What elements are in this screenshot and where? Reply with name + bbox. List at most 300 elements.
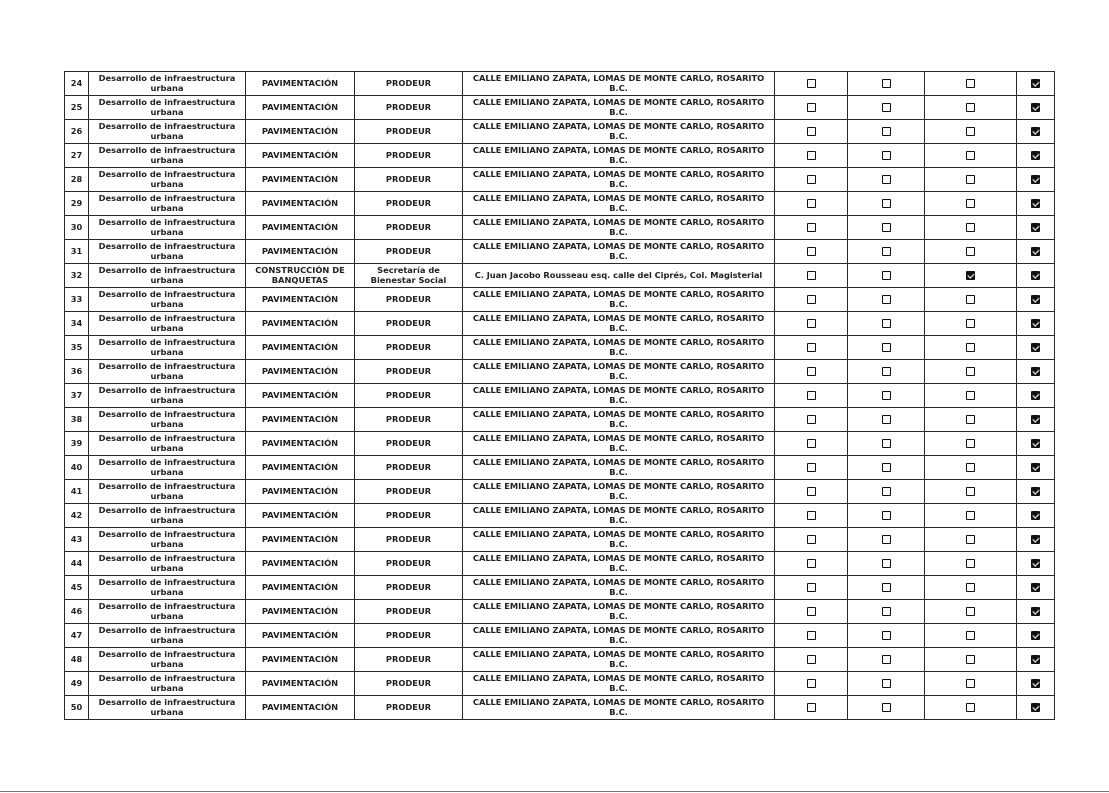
checkbox-cell-4 (1017, 528, 1055, 552)
unchecked-checkbox-icon[interactable] (882, 223, 891, 232)
location-cell: CALLE EMILIANO ZAPATA, LOMAS DE MONTE CARLO, ROSARITO B.C. (463, 168, 775, 192)
unchecked-checkbox-icon[interactable] (882, 367, 891, 376)
unchecked-checkbox-icon[interactable] (807, 535, 816, 544)
agency-cell: Secretaría de Bienestar Social (355, 264, 463, 288)
checked-checkbox-icon[interactable] (1031, 103, 1040, 112)
checkbox-cell-2 (848, 168, 925, 192)
unchecked-checkbox-icon[interactable] (807, 583, 816, 592)
table-row (65, 240, 1055, 264)
work-type-cell: PAVIMENTACIÓN (246, 384, 355, 408)
checked-checkbox-icon[interactable] (1031, 343, 1040, 352)
table-row (65, 264, 1055, 288)
unchecked-checkbox-icon[interactable] (807, 391, 816, 400)
unchecked-checkbox-icon[interactable] (966, 391, 975, 400)
unchecked-checkbox-icon[interactable] (966, 463, 975, 472)
unchecked-checkbox-icon[interactable] (807, 463, 816, 472)
unchecked-checkbox-icon[interactable] (966, 535, 975, 544)
table-row (65, 696, 1055, 720)
unchecked-checkbox-icon[interactable] (966, 223, 975, 232)
agency-cell: PRODEUR (355, 360, 463, 384)
location-cell: C. Juan Jacobo Rousseau esq. calle del Ciprés, Col. Magisterial (463, 264, 775, 288)
row-number: 27 (65, 144, 89, 168)
unchecked-checkbox-icon[interactable] (807, 271, 816, 280)
table-row (65, 504, 1055, 528)
table-row (65, 96, 1055, 120)
checkbox-cell-2 (848, 432, 925, 456)
table-row (65, 144, 1055, 168)
row-number: 49 (65, 672, 89, 696)
checkbox-cell-1 (775, 168, 848, 192)
checkbox-cell-2 (848, 696, 925, 720)
checkbox-cell-2 (848, 144, 925, 168)
checkbox-cell-1 (775, 240, 848, 264)
unchecked-checkbox-icon[interactable] (882, 439, 891, 448)
checked-checkbox-icon[interactable] (1031, 679, 1040, 688)
unchecked-checkbox-icon[interactable] (882, 679, 891, 688)
location-cell: CALLE EMILIANO ZAPATA, LOMAS DE MONTE CARLO, ROSARITO B.C. (463, 240, 775, 264)
checkbox-cell-4 (1017, 360, 1055, 384)
table-row (65, 648, 1055, 672)
checked-checkbox-icon[interactable] (1031, 151, 1040, 160)
unchecked-checkbox-icon[interactable] (807, 679, 816, 688)
unchecked-checkbox-icon[interactable] (882, 511, 891, 520)
checkbox-cell-3 (925, 192, 1017, 216)
category-cell: Desarrollo de infraestructura urbana (89, 144, 246, 168)
unchecked-checkbox-icon[interactable] (966, 175, 975, 184)
work-type-cell: PAVIMENTACIÓN (246, 624, 355, 648)
row-number: 36 (65, 360, 89, 384)
category-cell: Desarrollo de infraestructura urbana (89, 648, 246, 672)
row-number: 48 (65, 648, 89, 672)
unchecked-checkbox-icon[interactable] (882, 607, 891, 616)
unchecked-checkbox-icon[interactable] (882, 703, 891, 712)
unchecked-checkbox-icon[interactable] (807, 247, 816, 256)
work-type-cell: PAVIMENTACIÓN (246, 576, 355, 600)
checked-checkbox-icon[interactable] (1031, 439, 1040, 448)
checkbox-cell-4 (1017, 120, 1055, 144)
checked-checkbox-icon[interactable] (1031, 631, 1040, 640)
work-type-cell: PAVIMENTACIÓN (246, 72, 355, 96)
location-cell: CALLE EMILIANO ZAPATA, LOMAS DE MONTE CARLO, ROSARITO B.C. (463, 552, 775, 576)
category-cell: Desarrollo de infraestructura urbana (89, 72, 246, 96)
agency-cell: PRODEUR (355, 672, 463, 696)
checked-checkbox-icon[interactable] (1031, 199, 1040, 208)
unchecked-checkbox-icon[interactable] (966, 655, 975, 664)
row-number: 37 (65, 384, 89, 408)
agency-cell: PRODEUR (355, 456, 463, 480)
unchecked-checkbox-icon[interactable] (966, 295, 975, 304)
work-type-cell: PAVIMENTACIÓN (246, 480, 355, 504)
checked-checkbox-icon[interactable] (1031, 367, 1040, 376)
category-cell: Desarrollo de infraestructura urbana (89, 696, 246, 720)
row-number: 28 (65, 168, 89, 192)
location-cell: CALLE EMILIANO ZAPATA, LOMAS DE MONTE CARLO, ROSARITO B.C. (463, 72, 775, 96)
row-number: 34 (65, 312, 89, 336)
table-body (65, 72, 1055, 720)
unchecked-checkbox-icon[interactable] (882, 463, 891, 472)
checkbox-cell-1 (775, 600, 848, 624)
checkbox-cell-3 (925, 696, 1017, 720)
agency-cell: PRODEUR (355, 144, 463, 168)
agency-cell: PRODEUR (355, 432, 463, 456)
checkbox-cell-2 (848, 528, 925, 552)
checkbox-cell-4 (1017, 624, 1055, 648)
row-number: 40 (65, 456, 89, 480)
unchecked-checkbox-icon[interactable] (807, 655, 816, 664)
row-number: 42 (65, 504, 89, 528)
checkbox-cell-4 (1017, 288, 1055, 312)
checked-checkbox-icon[interactable] (1031, 247, 1040, 256)
unchecked-checkbox-icon[interactable] (966, 367, 975, 376)
unchecked-checkbox-icon[interactable] (882, 247, 891, 256)
agency-cell: PRODEUR (355, 528, 463, 552)
agency-cell: PRODEUR (355, 96, 463, 120)
unchecked-checkbox-icon[interactable] (966, 583, 975, 592)
table-row (65, 288, 1055, 312)
checkbox-cell-3 (925, 408, 1017, 432)
unchecked-checkbox-icon[interactable] (966, 151, 975, 160)
work-type-cell: CONSTRUCCIÓN DE BANQUETAS (246, 264, 355, 288)
category-cell: Desarrollo de infraestructura urbana (89, 408, 246, 432)
work-type-cell: PAVIMENTACIÓN (246, 336, 355, 360)
unchecked-checkbox-icon[interactable] (966, 487, 975, 496)
work-type-cell: PAVIMENTACIÓN (246, 648, 355, 672)
category-cell: Desarrollo de infraestructura urbana (89, 96, 246, 120)
projects-table (64, 71, 1055, 720)
checkbox-cell-3 (925, 168, 1017, 192)
page-bottom-rule (0, 791, 1109, 792)
location-cell: CALLE EMILIANO ZAPATA, LOMAS DE MONTE CARLO, ROSARITO B.C. (463, 432, 775, 456)
unchecked-checkbox-icon[interactable] (807, 367, 816, 376)
table-row (65, 120, 1055, 144)
checkbox-cell-4 (1017, 168, 1055, 192)
location-cell: CALLE EMILIANO ZAPATA, LOMAS DE MONTE CARLO, ROSARITO B.C. (463, 288, 775, 312)
checkbox-cell-3 (925, 72, 1017, 96)
unchecked-checkbox-icon[interactable] (882, 319, 891, 328)
unchecked-checkbox-icon[interactable] (882, 271, 891, 280)
work-type-cell: PAVIMENTACIÓN (246, 456, 355, 480)
unchecked-checkbox-icon[interactable] (882, 487, 891, 496)
location-cell: CALLE EMILIANO ZAPATA, LOMAS DE MONTE CARLO, ROSARITO B.C. (463, 528, 775, 552)
work-type-cell: PAVIMENTACIÓN (246, 216, 355, 240)
unchecked-checkbox-icon[interactable] (966, 679, 975, 688)
table-row (65, 72, 1055, 96)
checkbox-cell-1 (775, 552, 848, 576)
table-row (65, 192, 1055, 216)
location-cell: CALLE EMILIANO ZAPATA, LOMAS DE MONTE CARLO, ROSARITO B.C. (463, 384, 775, 408)
unchecked-checkbox-icon[interactable] (882, 391, 891, 400)
checked-checkbox-icon[interactable] (1031, 415, 1040, 424)
checkbox-cell-2 (848, 600, 925, 624)
checkbox-cell-3 (925, 600, 1017, 624)
work-type-cell: PAVIMENTACIÓN (246, 168, 355, 192)
checkbox-cell-4 (1017, 144, 1055, 168)
checkbox-cell-1 (775, 672, 848, 696)
table-row (65, 528, 1055, 552)
location-cell: CALLE EMILIANO ZAPATA, LOMAS DE MONTE CARLO, ROSARITO B.C. (463, 120, 775, 144)
location-cell: CALLE EMILIANO ZAPATA, LOMAS DE MONTE CARLO, ROSARITO B.C. (463, 336, 775, 360)
checkbox-cell-3 (925, 432, 1017, 456)
unchecked-checkbox-icon[interactable] (882, 583, 891, 592)
row-number: 45 (65, 576, 89, 600)
unchecked-checkbox-icon[interactable] (807, 151, 816, 160)
checkbox-cell-3 (925, 480, 1017, 504)
location-cell: CALLE EMILIANO ZAPATA, LOMAS DE MONTE CARLO, ROSARITO B.C. (463, 624, 775, 648)
checkbox-cell-3 (925, 672, 1017, 696)
checked-checkbox-icon[interactable] (1031, 175, 1040, 184)
table-row (65, 552, 1055, 576)
checked-checkbox-icon[interactable] (1031, 655, 1040, 664)
unchecked-checkbox-icon[interactable] (807, 319, 816, 328)
unchecked-checkbox-icon[interactable] (882, 295, 891, 304)
location-cell: CALLE EMILIANO ZAPATA, LOMAS DE MONTE CARLO, ROSARITO B.C. (463, 192, 775, 216)
unchecked-checkbox-icon[interactable] (807, 631, 816, 640)
location-cell: CALLE EMILIANO ZAPATA, LOMAS DE MONTE CARLO, ROSARITO B.C. (463, 696, 775, 720)
row-number: 41 (65, 480, 89, 504)
checkbox-cell-3 (925, 96, 1017, 120)
checkbox-cell-1 (775, 72, 848, 96)
work-type-cell: PAVIMENTACIÓN (246, 528, 355, 552)
checked-checkbox-icon[interactable] (1031, 703, 1040, 712)
checkbox-cell-2 (848, 312, 925, 336)
agency-cell: PRODEUR (355, 120, 463, 144)
checkbox-cell-3 (925, 528, 1017, 552)
table-row (65, 360, 1055, 384)
agency-cell: PRODEUR (355, 624, 463, 648)
row-number: 24 (65, 72, 89, 96)
table-row (65, 624, 1055, 648)
category-cell: Desarrollo de infraestructura urbana (89, 576, 246, 600)
checkbox-cell-1 (775, 120, 848, 144)
location-cell: CALLE EMILIANO ZAPATA, LOMAS DE MONTE CARLO, ROSARITO B.C. (463, 456, 775, 480)
checked-checkbox-icon[interactable] (1031, 391, 1040, 400)
location-cell: CALLE EMILIANO ZAPATA, LOMAS DE MONTE CARLO, ROSARITO B.C. (463, 648, 775, 672)
checked-checkbox-icon[interactable] (1031, 487, 1040, 496)
unchecked-checkbox-icon[interactable] (807, 127, 816, 136)
checkbox-cell-1 (775, 504, 848, 528)
checked-checkbox-icon[interactable] (1031, 535, 1040, 544)
agency-cell: PRODEUR (355, 480, 463, 504)
unchecked-checkbox-icon[interactable] (966, 199, 975, 208)
checkbox-cell-3 (925, 456, 1017, 480)
checkbox-cell-4 (1017, 72, 1055, 96)
unchecked-checkbox-icon[interactable] (807, 511, 816, 520)
row-number: 44 (65, 552, 89, 576)
checkbox-cell-4 (1017, 408, 1055, 432)
table-row (65, 432, 1055, 456)
row-number: 31 (65, 240, 89, 264)
checkbox-cell-2 (848, 408, 925, 432)
unchecked-checkbox-icon[interactable] (966, 631, 975, 640)
checkbox-cell-1 (775, 456, 848, 480)
checkbox-cell-3 (925, 216, 1017, 240)
checked-checkbox-icon[interactable] (1031, 79, 1040, 88)
unchecked-checkbox-icon[interactable] (966, 103, 975, 112)
checked-checkbox-icon[interactable] (1031, 223, 1040, 232)
unchecked-checkbox-icon[interactable] (966, 439, 975, 448)
unchecked-checkbox-icon[interactable] (966, 343, 975, 352)
row-number: 50 (65, 696, 89, 720)
unchecked-checkbox-icon[interactable] (807, 103, 816, 112)
table-row (65, 600, 1055, 624)
unchecked-checkbox-icon[interactable] (807, 607, 816, 616)
checked-checkbox-icon[interactable] (1031, 127, 1040, 136)
work-type-cell: PAVIMENTACIÓN (246, 240, 355, 264)
unchecked-checkbox-icon[interactable] (882, 415, 891, 424)
work-type-cell: PAVIMENTACIÓN (246, 288, 355, 312)
table-row (65, 216, 1055, 240)
unchecked-checkbox-icon[interactable] (966, 607, 975, 616)
row-number: 33 (65, 288, 89, 312)
table-row (65, 480, 1055, 504)
checkbox-cell-1 (775, 696, 848, 720)
unchecked-checkbox-icon[interactable] (966, 247, 975, 256)
work-type-cell: PAVIMENTACIÓN (246, 96, 355, 120)
checkbox-cell-4 (1017, 216, 1055, 240)
checkbox-cell-2 (848, 648, 925, 672)
table-row (65, 672, 1055, 696)
row-number: 25 (65, 96, 89, 120)
checkbox-cell-4 (1017, 312, 1055, 336)
unchecked-checkbox-icon[interactable] (882, 343, 891, 352)
checkbox-cell-3 (925, 336, 1017, 360)
checkbox-cell-1 (775, 648, 848, 672)
agency-cell: PRODEUR (355, 336, 463, 360)
checkbox-cell-2 (848, 576, 925, 600)
unchecked-checkbox-icon[interactable] (966, 559, 975, 568)
checkbox-cell-1 (775, 288, 848, 312)
location-cell: CALLE EMILIANO ZAPATA, LOMAS DE MONTE CARLO, ROSARITO B.C. (463, 600, 775, 624)
unchecked-checkbox-icon[interactable] (882, 559, 891, 568)
unchecked-checkbox-icon[interactable] (807, 559, 816, 568)
unchecked-checkbox-icon[interactable] (882, 103, 891, 112)
unchecked-checkbox-icon[interactable] (807, 487, 816, 496)
unchecked-checkbox-icon[interactable] (966, 703, 975, 712)
checkbox-cell-1 (775, 624, 848, 648)
checked-checkbox-icon[interactable] (1031, 511, 1040, 520)
checkbox-cell-3 (925, 288, 1017, 312)
unchecked-checkbox-icon[interactable] (807, 223, 816, 232)
unchecked-checkbox-icon[interactable] (966, 127, 975, 136)
agency-cell: PRODEUR (355, 408, 463, 432)
work-type-cell: PAVIMENTACIÓN (246, 672, 355, 696)
unchecked-checkbox-icon[interactable] (882, 199, 891, 208)
checkbox-cell-2 (848, 72, 925, 96)
work-type-cell: PAVIMENTACIÓN (246, 144, 355, 168)
unchecked-checkbox-icon[interactable] (807, 415, 816, 424)
unchecked-checkbox-icon[interactable] (882, 631, 891, 640)
work-type-cell: PAVIMENTACIÓN (246, 552, 355, 576)
checkbox-cell-3 (925, 552, 1017, 576)
checkbox-cell-3 (925, 264, 1017, 288)
unchecked-checkbox-icon[interactable] (966, 511, 975, 520)
checkbox-cell-1 (775, 384, 848, 408)
checked-checkbox-icon[interactable] (1031, 463, 1040, 472)
category-cell: Desarrollo de infraestructura urbana (89, 624, 246, 648)
location-cell: CALLE EMILIANO ZAPATA, LOMAS DE MONTE CARLO, ROSARITO B.C. (463, 672, 775, 696)
checkbox-cell-4 (1017, 432, 1055, 456)
checkbox-cell-1 (775, 96, 848, 120)
checked-checkbox-icon[interactable] (1031, 559, 1040, 568)
checkbox-cell-3 (925, 144, 1017, 168)
checked-checkbox-icon[interactable] (1031, 271, 1040, 280)
checkbox-cell-3 (925, 504, 1017, 528)
row-number: 29 (65, 192, 89, 216)
checkbox-cell-1 (775, 528, 848, 552)
unchecked-checkbox-icon[interactable] (807, 199, 816, 208)
checkbox-cell-1 (775, 144, 848, 168)
checkbox-cell-3 (925, 624, 1017, 648)
checkbox-cell-4 (1017, 96, 1055, 120)
work-type-cell: PAVIMENTACIÓN (246, 192, 355, 216)
category-cell: Desarrollo de infraestructura urbana (89, 168, 246, 192)
checkbox-cell-2 (848, 504, 925, 528)
category-cell: Desarrollo de infraestructura urbana (89, 480, 246, 504)
table-row (65, 408, 1055, 432)
unchecked-checkbox-icon[interactable] (882, 79, 891, 88)
unchecked-checkbox-icon[interactable] (807, 295, 816, 304)
category-cell: Desarrollo de infraestructura urbana (89, 456, 246, 480)
unchecked-checkbox-icon[interactable] (807, 343, 816, 352)
agency-cell: PRODEUR (355, 72, 463, 96)
checkbox-cell-3 (925, 120, 1017, 144)
checkbox-cell-2 (848, 192, 925, 216)
unchecked-checkbox-icon[interactable] (882, 535, 891, 544)
checkbox-cell-1 (775, 480, 848, 504)
unchecked-checkbox-icon[interactable] (882, 127, 891, 136)
category-cell: Desarrollo de infraestructura urbana (89, 384, 246, 408)
checked-checkbox-icon[interactable] (966, 271, 975, 280)
checkbox-cell-4 (1017, 192, 1055, 216)
checked-checkbox-icon[interactable] (1031, 319, 1040, 328)
unchecked-checkbox-icon[interactable] (882, 151, 891, 160)
agency-cell: PRODEUR (355, 552, 463, 576)
unchecked-checkbox-icon[interactable] (966, 79, 975, 88)
checked-checkbox-icon[interactable] (1031, 583, 1040, 592)
checkbox-cell-2 (848, 288, 925, 312)
checkbox-cell-4 (1017, 696, 1055, 720)
checkbox-cell-4 (1017, 600, 1055, 624)
row-number: 30 (65, 216, 89, 240)
unchecked-checkbox-icon[interactable] (807, 703, 816, 712)
unchecked-checkbox-icon[interactable] (882, 655, 891, 664)
unchecked-checkbox-icon[interactable] (807, 175, 816, 184)
checkbox-cell-1 (775, 312, 848, 336)
checkbox-cell-2 (848, 552, 925, 576)
checkbox-cell-2 (848, 120, 925, 144)
location-cell: CALLE EMILIANO ZAPATA, LOMAS DE MONTE CARLO, ROSARITO B.C. (463, 96, 775, 120)
unchecked-checkbox-icon[interactable] (966, 415, 975, 424)
unchecked-checkbox-icon[interactable] (966, 319, 975, 328)
checkbox-cell-1 (775, 576, 848, 600)
checked-checkbox-icon[interactable] (1031, 607, 1040, 616)
location-cell: CALLE EMILIANO ZAPATA, LOMAS DE MONTE CARLO, ROSARITO B.C. (463, 504, 775, 528)
unchecked-checkbox-icon[interactable] (807, 439, 816, 448)
category-cell: Desarrollo de infraestructura urbana (89, 192, 246, 216)
unchecked-checkbox-icon[interactable] (807, 79, 816, 88)
location-cell: CALLE EMILIANO ZAPATA, LOMAS DE MONTE CARLO, ROSARITO B.C. (463, 408, 775, 432)
category-cell: Desarrollo de infraestructura urbana (89, 288, 246, 312)
checked-checkbox-icon[interactable] (1031, 295, 1040, 304)
checkbox-cell-4 (1017, 240, 1055, 264)
unchecked-checkbox-icon[interactable] (882, 175, 891, 184)
row-number: 35 (65, 336, 89, 360)
category-cell: Desarrollo de infraestructura urbana (89, 120, 246, 144)
category-cell: Desarrollo de infraestructura urbana (89, 600, 246, 624)
checkbox-cell-4 (1017, 504, 1055, 528)
category-cell: Desarrollo de infraestructura urbana (89, 528, 246, 552)
work-type-cell: PAVIMENTACIÓN (246, 408, 355, 432)
